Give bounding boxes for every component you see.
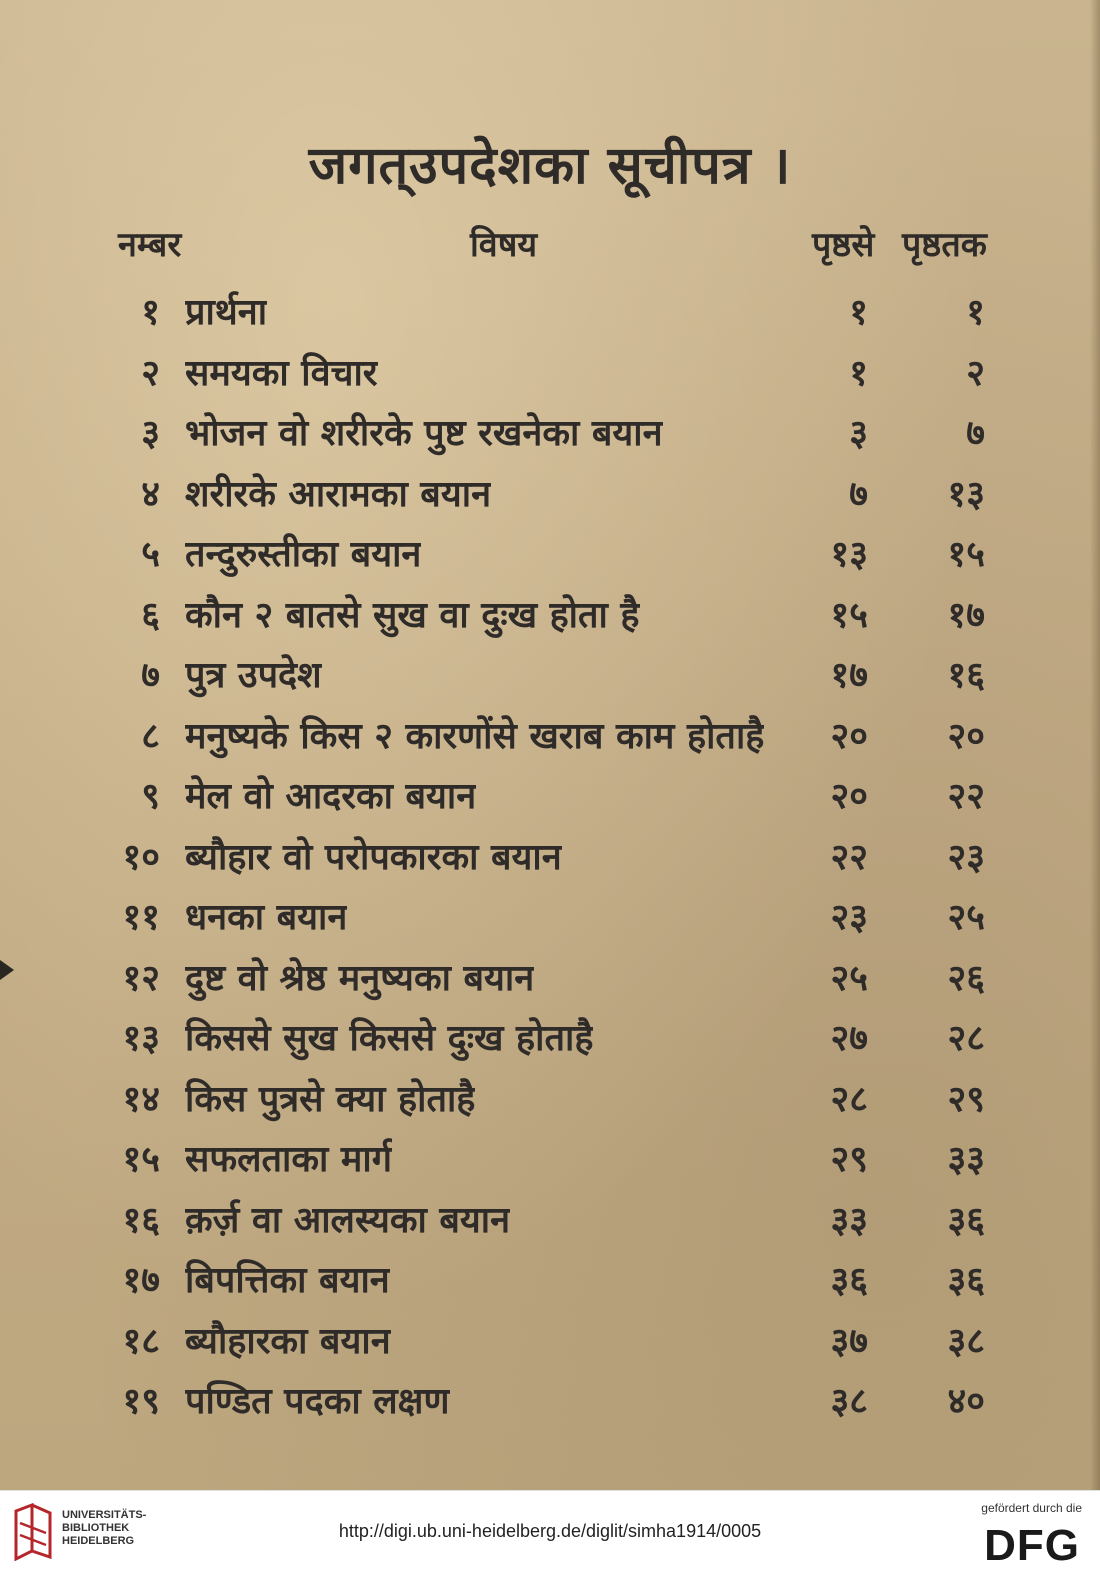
toc-entry-page-from: ७ <box>849 473 868 515</box>
toc-entry-page-from: २३ <box>830 897 868 938</box>
toc-entry-subject: सफलताका मार्ग <box>185 1139 392 1180</box>
toc-entry-page-from: २९ <box>830 1139 868 1180</box>
toc-entry-page-to: २९ <box>947 1078 985 1120</box>
toc-entry-page-to: २८ <box>947 1018 985 1059</box>
toc-entry-page-from: २० <box>830 715 868 757</box>
toc-entry-subject: मनुष्यके किस २ कारणोंसे खराब काम होताहै <box>185 715 765 757</box>
toc-row <box>0 341 1100 402</box>
toc-row <box>0 462 1100 523</box>
toc-entry-page-to: १६ <box>947 655 985 696</box>
toc-entry-page-to: २२ <box>947 776 985 817</box>
toc-entry-subject: कौन २ बातसे सुख वा दुःख होता है <box>185 594 640 636</box>
toc-entry-page-to: ७ <box>966 413 985 454</box>
toc-entry-subject: किससे सुख किससे दुःख होताहै <box>185 1018 594 1059</box>
toc-entry-page-from: १५ <box>830 594 868 636</box>
toc-entry-number: ६ <box>141 594 160 636</box>
toc-entry-subject: बिपत्तिका बयान <box>185 1260 390 1301</box>
toc-entry-page-to: १५ <box>947 534 985 575</box>
toc-entry-number: १३ <box>122 1018 160 1059</box>
toc-entry-number: १० <box>122 836 160 878</box>
toc-entry-number: ४ <box>141 473 160 515</box>
table-of-contents <box>0 280 1100 1430</box>
toc-entry-number: १२ <box>122 957 160 999</box>
header-page-from: पृष्ठसे <box>812 225 875 265</box>
toc-entry-page-from: २२ <box>830 836 868 878</box>
toc-row <box>0 1067 1100 1128</box>
toc-entry-page-to: २३ <box>947 836 985 878</box>
toc-entry-page-from: १ <box>849 292 868 333</box>
toc-row <box>0 946 1100 1007</box>
toc-entry-page-to: ३६ <box>947 1260 985 1301</box>
toc-entry-number: ९ <box>141 776 160 817</box>
dfg-logo[interactable]: DFG <box>984 1521 1080 1570</box>
funding-note: gefördert durch die <box>981 1501 1082 1515</box>
header-subject: विषय <box>470 225 538 265</box>
toc-row <box>0 764 1100 825</box>
toc-entry-subject: प्रार्थना <box>185 292 268 333</box>
toc-entry-page-to: १७ <box>947 594 985 636</box>
toc-entry-page-to: १ <box>966 292 985 333</box>
toc-entry-number: १८ <box>122 1320 160 1362</box>
toc-entry-subject: क़र्ज़ वा आलस्यका बयान <box>185 1199 511 1241</box>
toc-entry-number: १४ <box>122 1078 160 1120</box>
toc-row <box>0 825 1100 886</box>
toc-entry-number: २ <box>141 352 160 394</box>
toc-entry-subject: मेल वो आदरका बयान <box>185 776 477 817</box>
toc-entry-page-from: २७ <box>830 1018 868 1059</box>
toc-entry-page-to: ४० <box>947 1381 985 1422</box>
toc-entry-subject: किस पुत्रसे क्या होताहै <box>185 1078 476 1120</box>
toc-entry-page-from: ३७ <box>830 1320 868 1362</box>
toc-row <box>0 885 1100 946</box>
toc-entry-page-from: ३ <box>849 413 868 454</box>
toc-entry-page-to: ३६ <box>947 1199 985 1241</box>
toc-entry-subject: पुत्र उपदेश <box>185 655 322 696</box>
toc-row <box>0 1369 1100 1430</box>
toc-entry-page-from: ३८ <box>830 1381 868 1422</box>
toc-entry-number: ३ <box>141 413 160 454</box>
toc-entry-page-from: १७ <box>830 655 868 696</box>
toc-row <box>0 1006 1100 1067</box>
toc-entry-subject: पण्डित पदका लक्षण <box>185 1381 450 1422</box>
toc-row <box>0 401 1100 462</box>
header-number: नम्बर <box>118 225 182 265</box>
library-name-line1: UNIVERSITÄTS- <box>62 1509 147 1521</box>
toc-entry-number: १७ <box>122 1260 160 1301</box>
header-page-to: पृष्ठतक <box>902 225 987 265</box>
toc-row <box>0 1188 1100 1249</box>
toc-entry-page-from: २८ <box>830 1078 868 1120</box>
toc-row <box>0 583 1100 644</box>
toc-row <box>0 1309 1100 1370</box>
toc-entry-page-from: २० <box>830 776 868 817</box>
toc-entry-page-from: ३६ <box>830 1260 868 1301</box>
toc-row <box>0 643 1100 704</box>
toc-entry-number: ५ <box>141 534 160 575</box>
toc-entry-page-from: ३३ <box>830 1199 868 1241</box>
toc-row <box>0 1127 1100 1188</box>
toc-entry-page-to: २६ <box>947 957 985 999</box>
toc-entry-number: १९ <box>122 1381 160 1422</box>
toc-entry-number: ११ <box>122 897 160 938</box>
toc-entry-subject: ब्यौहार वो परोपकारका बयान <box>185 836 562 878</box>
toc-entry-subject: समयका विचार <box>185 352 378 394</box>
toc-row <box>0 280 1100 341</box>
toc-entry-page-to: ३८ <box>947 1320 985 1362</box>
library-name-line2: BIBLIOTHEK <box>62 1522 130 1534</box>
toc-entry-subject: शरीरके आरामका बयान <box>185 473 492 515</box>
toc-entry-subject: दुष्ट वो श्रेष्ठ मनुष्यका बयान <box>185 957 535 999</box>
toc-entry-page-from: १ <box>849 352 868 394</box>
toc-entry-number: ८ <box>141 715 160 757</box>
footer-bar <box>0 1490 1100 1576</box>
toc-entry-page-to: १३ <box>947 473 985 515</box>
toc-entry-number: १६ <box>122 1199 160 1241</box>
toc-entry-page-to: २० <box>947 715 985 757</box>
toc-row <box>0 522 1100 583</box>
toc-entry-number: ७ <box>141 655 160 696</box>
toc-row <box>0 704 1100 765</box>
toc-entry-page-to: ३३ <box>947 1139 985 1180</box>
permalink-url[interactable]: http://digi.ub.uni-heidelberg.de/diglit/simha1914/0005 <box>338 1521 762 1541</box>
toc-entry-page-from: १३ <box>830 534 868 575</box>
toc-entry-subject: भोजन वो शरीरके पुष्ट रखनेका बयान <box>185 413 663 454</box>
toc-entry-page-to: २ <box>966 352 985 394</box>
toc-row <box>0 1248 1100 1309</box>
toc-entry-subject: तन्दुरुस्तीका बयान <box>185 534 422 575</box>
toc-entry-page-from: २५ <box>830 957 868 999</box>
toc-entry-subject: धनका बयान <box>185 897 348 938</box>
toc-entry-number: १५ <box>122 1139 160 1180</box>
library-name-line3: HEIDELBERG <box>62 1535 135 1547</box>
page-title: जगत्उपदेशका सूचीपत्र । <box>308 136 792 196</box>
toc-entry-page-to: २५ <box>947 897 985 938</box>
toc-entry-subject: ब्यौहारका बयान <box>185 1320 391 1362</box>
toc-entry-number: १ <box>141 292 160 333</box>
